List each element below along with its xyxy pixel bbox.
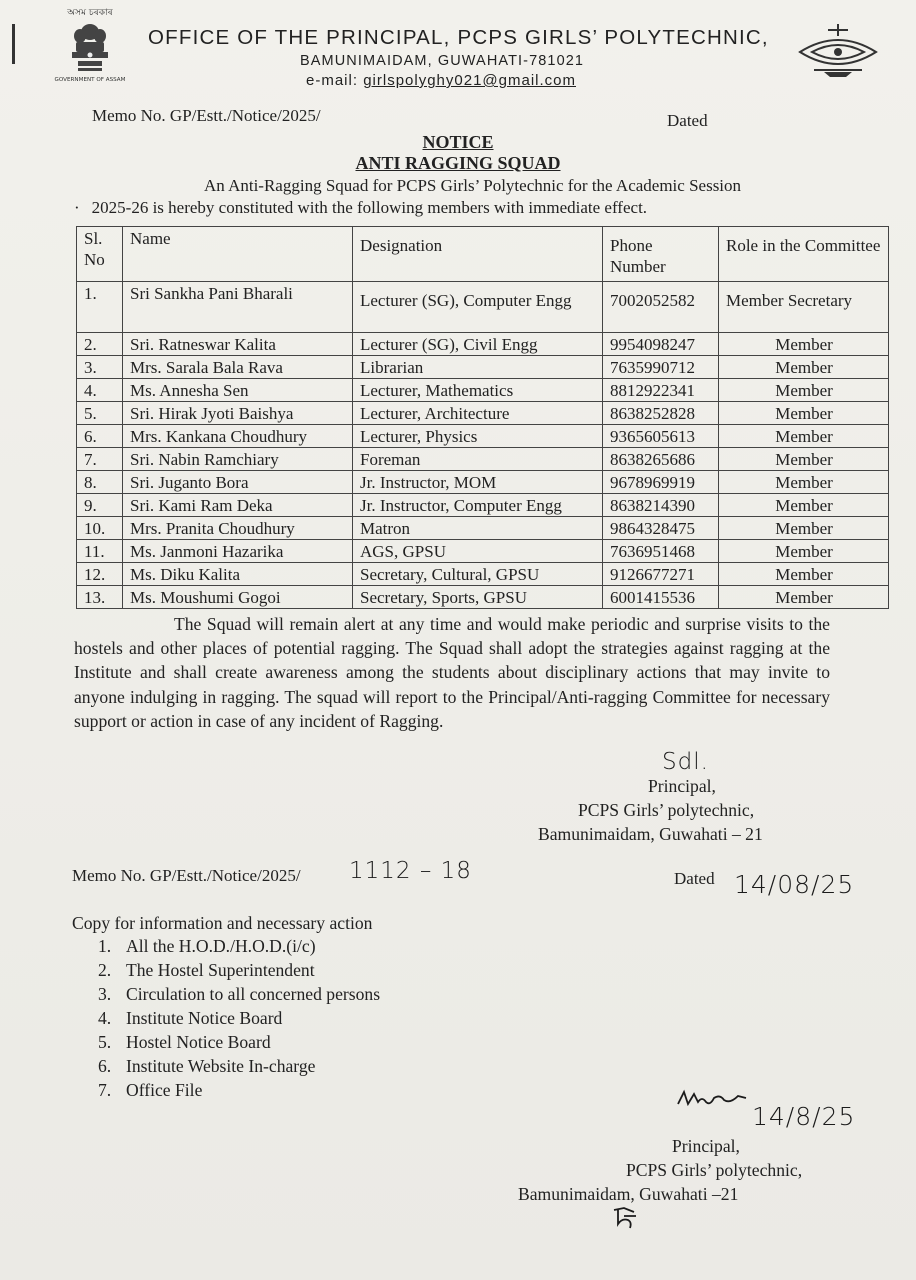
intro-line-2-text: 2025-26 is hereby constituted with the following members with immediate effect. [91,198,648,217]
cell-designation: AGS, GPSU [353,540,603,563]
signature-block-1 [538,749,798,846]
copy-to-list [98,934,380,1102]
cell-designation: Jr. Instructor, Computer Engg [353,494,603,517]
paragraph-text: The Squad will remain alert at any time and would make periodic and surprise visits to the hostels and other places of potential ragging. The Squad shall adopt the strategies against ragging at the Institute and shall create awareness among the students about disciplinary actions that may invite to anyone indulging in ragging. The squad will report to the Principal/Anti-ragging Committee for necessary support or action in case of any incident of Ragging. [74,614,830,731]
cell-sl: 3. [77,356,123,379]
principal-label-2: Principal, [672,1136,740,1156]
cell-name: Ms. Janmoni Hazarika [123,540,353,563]
list-item-number: 5. [98,1032,112,1052]
cell-designation: Jr. Instructor, MOM [353,471,603,494]
cell-role: Member [719,356,889,379]
stray-dot: · [74,198,80,217]
government-emblem-icon [42,6,138,84]
dated-handwritten: 14/08/25 [734,870,855,899]
cell-phone: 6001415536 [603,586,719,609]
cell-phone: 9365605613 [603,425,719,448]
table-row [77,471,889,494]
cell-role: Member [719,379,889,402]
svg-text:অসম চৰকাৰ: অসম চৰকাৰ [67,8,113,18]
institute-location-2: Bamunimaidam, Guwahati –21 [518,1184,739,1204]
notice-subheading: ANTI RAGGING SQUAD [355,153,561,173]
cell-name: Sri Sankha Pani Bharali [123,282,353,333]
signature-date-handwritten: 14/8/25 [752,1102,856,1131]
list-item-text: The Hostel Superintendent [126,960,315,980]
list-item-text: All the H.O.D./H.O.D.(i/c) [126,936,316,956]
cell-phone: 9954098247 [603,333,719,356]
cell-sl: 2. [77,333,123,356]
list-item [98,982,380,1006]
intro-line-2 [74,198,647,218]
cell-name: Mrs. Kankana Choudhury [123,425,353,448]
principal-signature-icon [676,1086,748,1116]
table-header-row [77,227,889,282]
cell-phone: 7636951468 [603,540,719,563]
cell-name: Mrs. Sarala Bala Rava [123,356,353,379]
cell-sl: 6. [77,425,123,448]
cell-name: Sri. Nabin Ramchiary [123,448,353,471]
table-row [77,494,889,517]
cell-sl: 11. [77,540,123,563]
cell-designation: Foreman [353,448,603,471]
cell-role: Member [719,402,889,425]
members-table [76,226,889,609]
cell-sl: 12. [77,563,123,586]
header-designation: Designation [353,227,603,282]
page-edge-mark [12,24,15,64]
cell-role: Member [719,471,889,494]
cell-role: Member [719,517,889,540]
cell-phone: 8638252828 [603,402,719,425]
dated-label-2: Dated [674,869,715,888]
cell-role: Member [719,425,889,448]
table-row [77,563,889,586]
list-item-number: 6. [98,1056,112,1076]
polytechnic-logo-icon [794,22,882,78]
cell-name: Ms. Annesha Sen [123,379,353,402]
cell-role: Member [719,333,889,356]
cell-role: Member [719,540,889,563]
office-address: BAMUNIMAIDAM, GUWAHATI-781021 [300,53,585,69]
list-item-number: 4. [98,1008,112,1028]
cell-designation: Lecturer (SG), Civil Engg [353,333,603,356]
cell-name: Sri. Hirak Jyoti Baishya [123,402,353,425]
list-item-text: Institute Website In-charge [126,1056,316,1076]
office-email [306,72,576,89]
memo-number-handwritten: 1112 – 18 [349,858,472,884]
header-phone: Phone Number [603,227,719,282]
cell-phone: 9126677271 [603,563,719,586]
dated-label: Dated [667,111,708,130]
cell-phone: 7635990712 [603,356,719,379]
list-item [98,1030,380,1054]
cell-designation: Matron [353,517,603,540]
list-item-number: 1. [98,936,112,956]
header-sl: Sl. No [77,227,123,282]
table-row [77,402,889,425]
office-title: OFFICE OF THE PRINCIPAL, PCPS GIRLS’ POLYTECHNIC, [148,26,769,49]
intro-line-1: An Anti-Ragging Squad for PCPS Girls’ Polytechnic for the Academic Session [204,176,742,195]
list-item-text: Institute Notice Board [126,1008,283,1028]
cell-name: Ms. Moushumi Gogoi [123,586,353,609]
table-row [77,356,889,379]
list-item-number: 2. [98,960,112,980]
institute-location: Bamunimaidam, Guwahati – 21 [538,824,763,844]
copy-to-heading: Copy for information and necessary action [72,913,373,933]
institute-name-2: PCPS Girls’ polytechnic, [626,1160,803,1180]
list-item [98,1006,380,1030]
list-item-text: Office File [126,1080,203,1100]
cell-sl: 10. [77,517,123,540]
cell-sl: 9. [77,494,123,517]
svg-text:GOVERNMENT OF ASSAM: GOVERNMENT OF ASSAM [54,77,126,83]
memo-number-2: Memo No. GP/Estt./Notice/2025/ [72,866,301,885]
list-item [98,958,380,982]
cell-sl: 5. [77,402,123,425]
signature-block-2 [518,1134,848,1206]
cell-sl: 13. [77,586,123,609]
cell-designation: Secretary, Cultural, GPSU [353,563,603,586]
cell-name: Sri. Ratneswar Kalita [123,333,353,356]
cell-sl: 7. [77,448,123,471]
cell-phone: 8812922341 [603,379,719,402]
cell-phone: 8638265686 [603,448,719,471]
header-name: Name [123,227,353,282]
cell-designation: Lecturer, Mathematics [353,379,603,402]
list-item [98,934,380,958]
email-label: e-mail: [306,72,364,89]
list-item [98,1054,380,1078]
cell-name: Sri. Kami Ram Deka [123,494,353,517]
cell-phone: 9864328475 [603,517,719,540]
sdl-handwritten: Sdl. [662,749,709,775]
cell-designation: Lecturer (SG), Computer Engg [353,282,603,333]
initials-mark-icon [610,1202,640,1232]
cell-sl: 1. [77,282,123,333]
cell-designation: Secretary, Sports, GPSU [353,586,603,609]
principal-label: Principal, [648,776,716,796]
list-item-text: Hostel Notice Board [126,1032,271,1052]
table-row [77,379,889,402]
cell-role: Member [719,586,889,609]
cell-role: Member [719,494,889,517]
list-item-text: Circulation to all concerned persons [126,984,381,1004]
cell-phone: 9678969919 [603,471,719,494]
cell-designation: Lecturer, Physics [353,425,603,448]
list-item-number: 7. [98,1080,112,1100]
table-row [77,282,889,333]
cell-phone: 8638214390 [603,494,719,517]
memo-number: Memo No. GP/Estt./Notice/2025/ [92,106,321,125]
cell-phone: 7002052582 [603,282,719,333]
cell-role: Member [719,563,889,586]
table-row [77,517,889,540]
squad-duties-paragraph [74,612,830,733]
table-row [77,448,889,471]
cell-role: Member [719,448,889,471]
cell-sl: 4. [77,379,123,402]
table-row [77,540,889,563]
cell-designation: Librarian [353,356,603,379]
header-role: Role in the Committee [719,227,889,282]
cell-name: Ms. Diku Kalita [123,563,353,586]
table-row [77,586,889,609]
institute-name: PCPS Girls’ polytechnic, [578,800,755,820]
email-link[interactable]: girlspolyghy021@gmail.com [363,72,576,89]
cell-designation: Lecturer, Architecture [353,402,603,425]
notice-heading: NOTICE [422,132,494,152]
cell-name: Mrs. Pranita Choudhury [123,517,353,540]
list-item [98,1078,380,1102]
table-row [77,425,889,448]
cell-sl: 8. [77,471,123,494]
cell-role: Member Secretary [719,282,889,333]
cell-name: Sri. Juganto Bora [123,471,353,494]
list-item-number: 3. [98,984,112,1004]
table-row [77,333,889,356]
